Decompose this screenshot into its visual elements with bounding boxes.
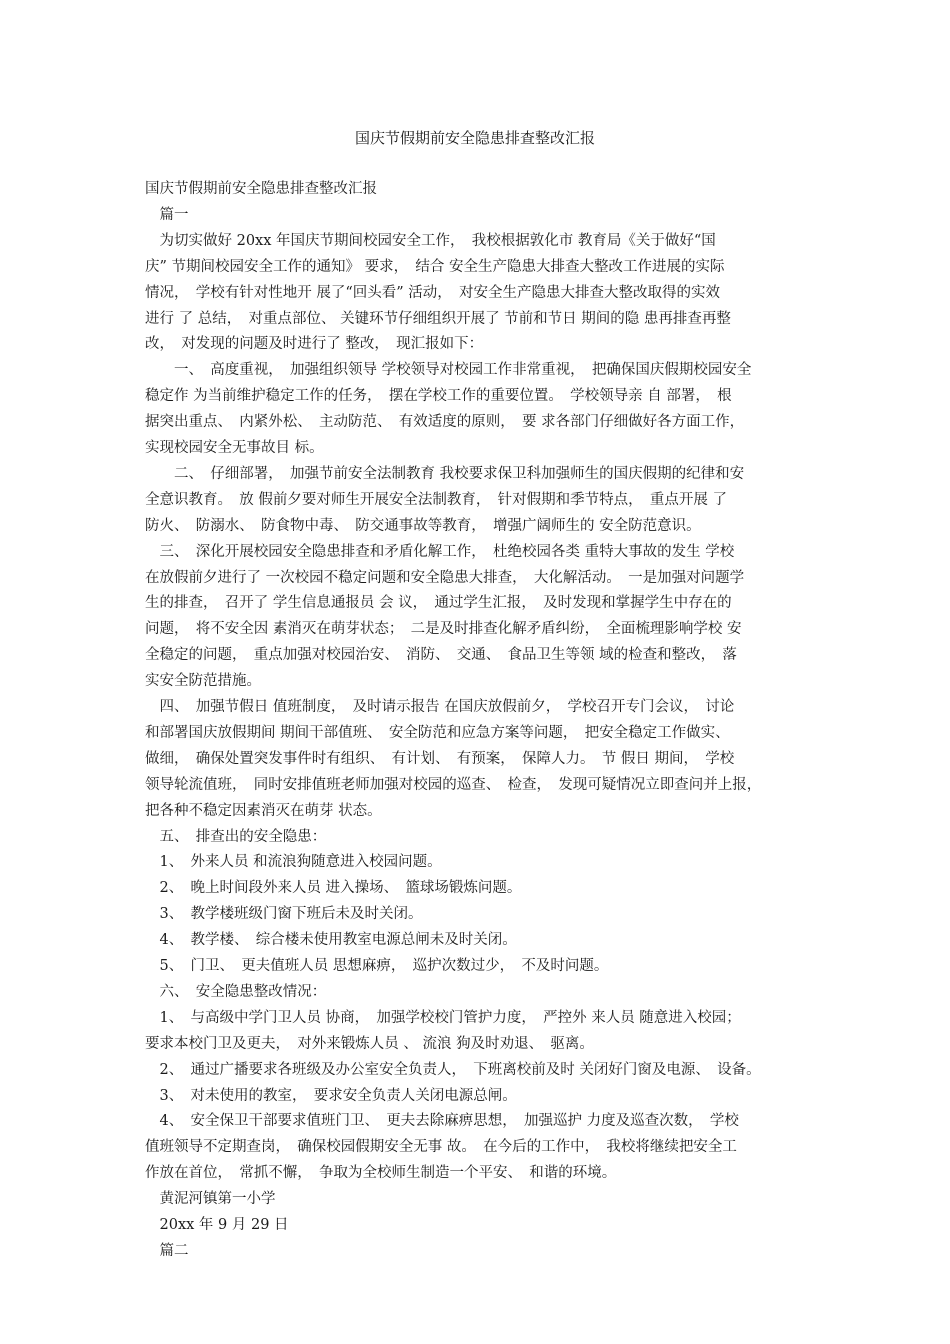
text-line: 防火、 防溺水、 防食物中毒、 防交通事故等教育， 增强广阔师生的 安全防范意识。 xyxy=(145,517,701,534)
text-line: 据突出重点、 内紧外松、 主动防范、 有效适度的原则， 要 求各部门仔细做好各方面工作， xyxy=(145,414,745,431)
text-line: 稳定作 为当前维护稳定工作的任务， 摆在学校工作的重要位置。 学校领导亲 自 部署， 根 xyxy=(145,388,732,405)
text-line: 进行 了 总结， 对重点部位、 关键环节仔细组织开展了 节前和节日 期间的隐 患再排查再整 xyxy=(145,310,731,327)
text-line: 领导轮流值班， 同时安排值班老师加强对校园的巡查、 检查， 发现可疑情况立即查问并上报， xyxy=(145,776,762,793)
text-line: 为切实做好 20xx 年国庆节期间校园安全工作， 我校根据敦化市 教育局《关于做好“国 xyxy=(145,232,716,249)
text-line: 全稳定的问题， 重点加强对校园治安、 消防、 交通、 食品卫生等领 域的检查和整改， 落 xyxy=(145,647,737,664)
text-line: 2、 通过广播要求各班级及办公室安全负责人， 下班离校前及时 关闭好门窗及电源、 设备。 xyxy=(145,1061,761,1078)
text-line: 2、 晚上时间段外来人员 进入操场、 篮球场锻炼问题。 xyxy=(145,880,522,897)
text-line: 1、 外来人员 和流浪狗随意进入校园问题。 xyxy=(145,854,442,871)
text-line: 篇二 xyxy=(145,1242,189,1259)
text-line: 值班领导不定期查岗， 确保校园假期安全无事 故。 在今后的工作中， 我校将继续把安全工 xyxy=(145,1139,737,1156)
text-line: 20xx 年 9 月 29 日 xyxy=(145,1217,289,1233)
text-line: 3、 对未使用的教室， 要求安全负责人关闭电源总闸。 xyxy=(145,1087,517,1104)
text-line: 四、 加强节假日 值班制度， 及时请示报告 在国庆放假前夕， 学校召开专门会议， 讨论 xyxy=(145,699,735,715)
text-line: 五、 排查出的安全隐患： xyxy=(145,828,327,845)
text-line: 实现校园安全无事故目 标。 xyxy=(145,440,324,456)
text-line: 六、 安全隐患整改情况： xyxy=(145,983,327,1000)
text-line: 全意识教育。 放 假前夕要对师生开展安全法制教育， 针对假期和季节特点， 重点开展 了 xyxy=(145,491,727,508)
text-line: 生的排查， 召开了 学生信息通报员 会 议， 通过学生汇报， 及时发现和掌握学生中存在的 xyxy=(145,595,732,612)
page-title: 国庆节假期前安全隐患排查整改汇报 xyxy=(354,129,595,147)
text-line: 实安全防范措施。 xyxy=(145,673,261,690)
text-line: 庆” 节期间校园安全工作的通知》 要求， 结合 安全生产隐患大排查大整改工作进展的实际 xyxy=(145,258,725,275)
text-line: 问题， 将不安全因 素消灭在萌芽状态； 二是及时排查化解矛盾纠纷， 全面梳理影响学校 安 xyxy=(145,621,742,638)
text-line: 做细， 确保处置突发事件时有组织、 有计划、 有预案， 保障人力。 节 假日 期间， 学校 xyxy=(145,750,735,767)
text-line: 黄泥河镇第一小学 xyxy=(145,1191,276,1208)
text-line: 国庆节假期前安全隐患排查整改汇报 xyxy=(145,181,377,197)
text-line: 在放假前夕进行了 一次校园不稳定问题和安全隐患大排查， 大化解活动。 一是加强对问题学 xyxy=(145,569,745,586)
text-line: 篇一 xyxy=(145,206,189,223)
text-line: 把各种不稳定因素消灭在萌芽 状态。 xyxy=(145,802,382,819)
text-line: 3、 教学楼班级门窗下班后未及时关闭。 xyxy=(145,906,423,923)
text-line: 作放在首位， 常抓不懈， 争取为全校师生制造一个平安、 和谐的环境。 xyxy=(145,1165,617,1182)
text-line: 一、 高度重视， 加强组织领导 学校领导对校园工作非常重视， 把确保国庆假期校园安全 xyxy=(145,362,752,379)
text-line: 4、 教学楼、 综合楼未使用教室电源总闸未及时关闭。 xyxy=(145,932,517,949)
text-line: 三、 深化开展校园安全隐患排查和矛盾化解工作， 杜绝校园各类 重特大事故的发生 学校 xyxy=(145,543,735,560)
text-line: 4、 安全保卫干部要求值班门卫、 更夫去除麻痹思想， 加强巡护 力度及巡查次数， 学校 xyxy=(145,1113,739,1130)
text-line: 和部署国庆放假期间 期间干部值班、 安全防范和应急方案等问题， 把安全稳定工作做实、 xyxy=(145,724,730,741)
text-line: 二、 仔细部署， 加强节前安全法制教育 我校要求保卫科加强师生的国庆假期的纪律和安 xyxy=(145,465,745,482)
text-line: 5、 门卫、 更夫值班人员 思想麻痹， 巡护次数过少， 不及时问题。 xyxy=(145,958,609,974)
text-line: 改， 对发现的问题及时进行了 整改， 现汇报如下： xyxy=(145,336,484,353)
text-line: 情况， 学校有针对性地开 展了“回头看” 活动， 对安全生产隐患大排查大整改取得的实效 xyxy=(145,284,721,301)
text-line: 1、 与高级中学门卫人员 协商， 加强学校校门管护力度， 严控外 来人员 随意进入校园； xyxy=(145,1009,741,1026)
text-line: 要求本校门卫及更夫， 对外来锻炼人员 、 流浪 狗及时劝退、 驱离。 xyxy=(145,1035,594,1052)
